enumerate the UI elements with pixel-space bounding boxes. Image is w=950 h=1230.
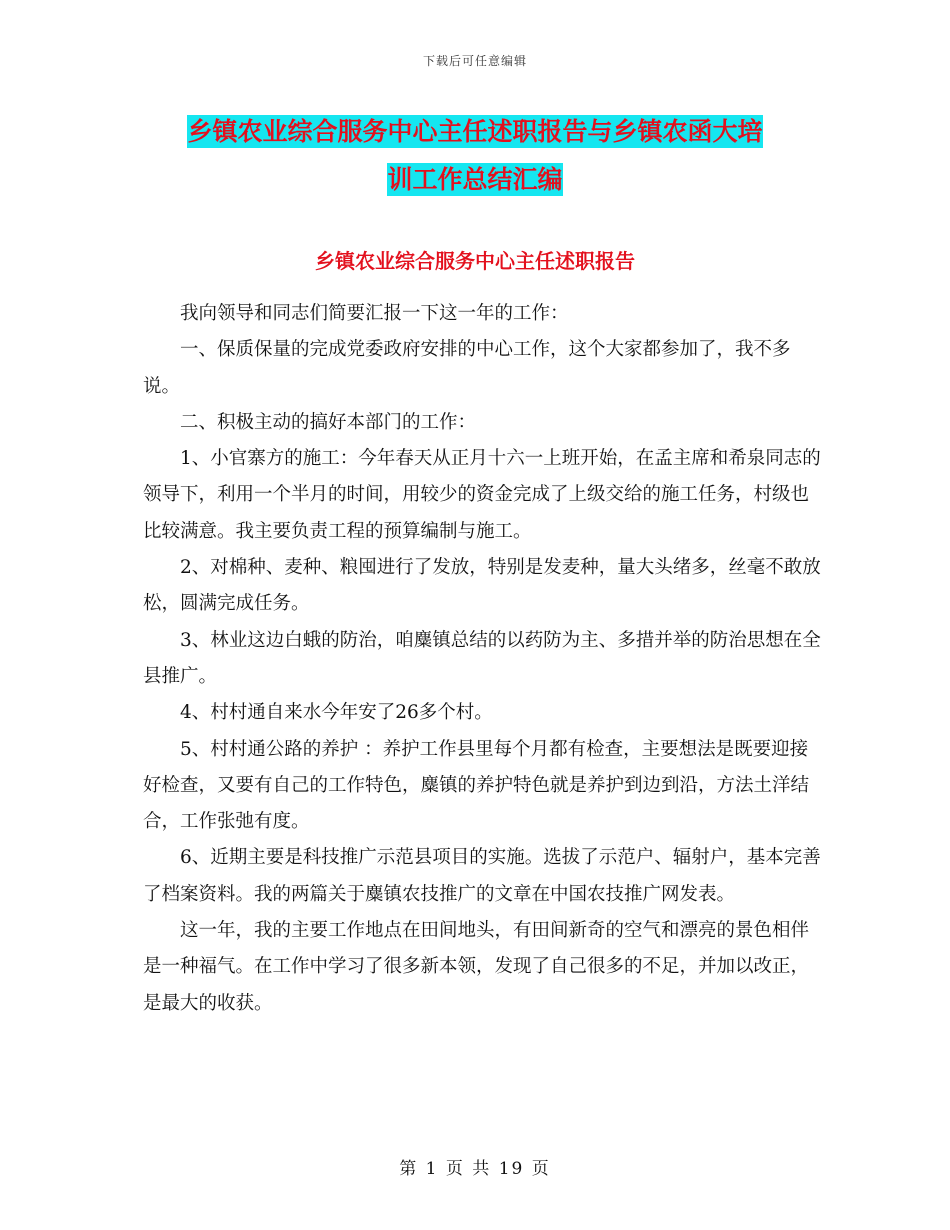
paragraph-item-1: 1、小官寨方的施工：今年春天从正月十六一上班开始，在孟主席和希泉同志的领导下，利用一个半月的时间，用较少的资金完成了上级交给的施工任务，村级也比较满意。我主要负责工程的预算编制与施工。: [143, 448, 821, 542]
section-title: 乡镇农业综合服务中心主任述职报告: [315, 249, 635, 273]
paragraph-conclusion: 这一年，我的主要工作地点在田间地头，有田间新奇的空气和漂亮的景色相伴是一种福气。在工作中学习了很多新本领，发现了自己很多的不足，并加以改正，是最大的收获。: [143, 920, 810, 1014]
paragraph-item-2: 2、对棉种、麦种、粮囤进行了发放，特别是发麦种，量大头绪多，丝毫不敢放松，圆满完成任务。: [143, 557, 821, 615]
document-title-line-1: 乡镇农业综合服务中心主任述职报告与乡镇农函大培: [187, 117, 763, 146]
document-title: [0, 108, 950, 204]
document-body: [143, 296, 823, 1022]
paragraph-item-4: 4、村村通自来水今年安了26多个村。: [180, 702, 493, 724]
paragraph-item-6: 6、近期主要是科技推广示范县项目的实施。选拔了示范户、辐射户，基本完善了档案资料。我的两篇关于麋镇农技推广的文章在中国农技推广网发表。: [143, 847, 821, 905]
document-title-line-2: 训工作总结汇编: [387, 165, 563, 194]
paragraph-part-one: 一、保质保量的完成党委政府安排的中心工作，这个大家都参加了，我不多说。: [143, 339, 791, 397]
paragraph-part-two: 二、积极主动的搞好本部门的工作：: [180, 411, 477, 433]
page-footer: 第 1 页 共 19 页: [399, 1159, 551, 1179]
paragraph-intro: 我向领导和同志们简要汇报一下这一年的工作：: [180, 303, 569, 324]
paragraph-item-5: 5、村村通公路的养护 ：养护工作县里每个月都有检查，主要想法是既要迎接好检查，又要有自己的工作特色，麋镇的养护特色就是养护到边到沿，方法土洋结合，工作张弛有度。: [143, 738, 810, 833]
paragraph-item-3: 3、林业这边白蛾的防治，咱麋镇总结的以药防为主、多措并举的防治思想在全县推广。: [143, 629, 821, 687]
header-note: 下载后可任意编辑: [422, 54, 527, 68]
